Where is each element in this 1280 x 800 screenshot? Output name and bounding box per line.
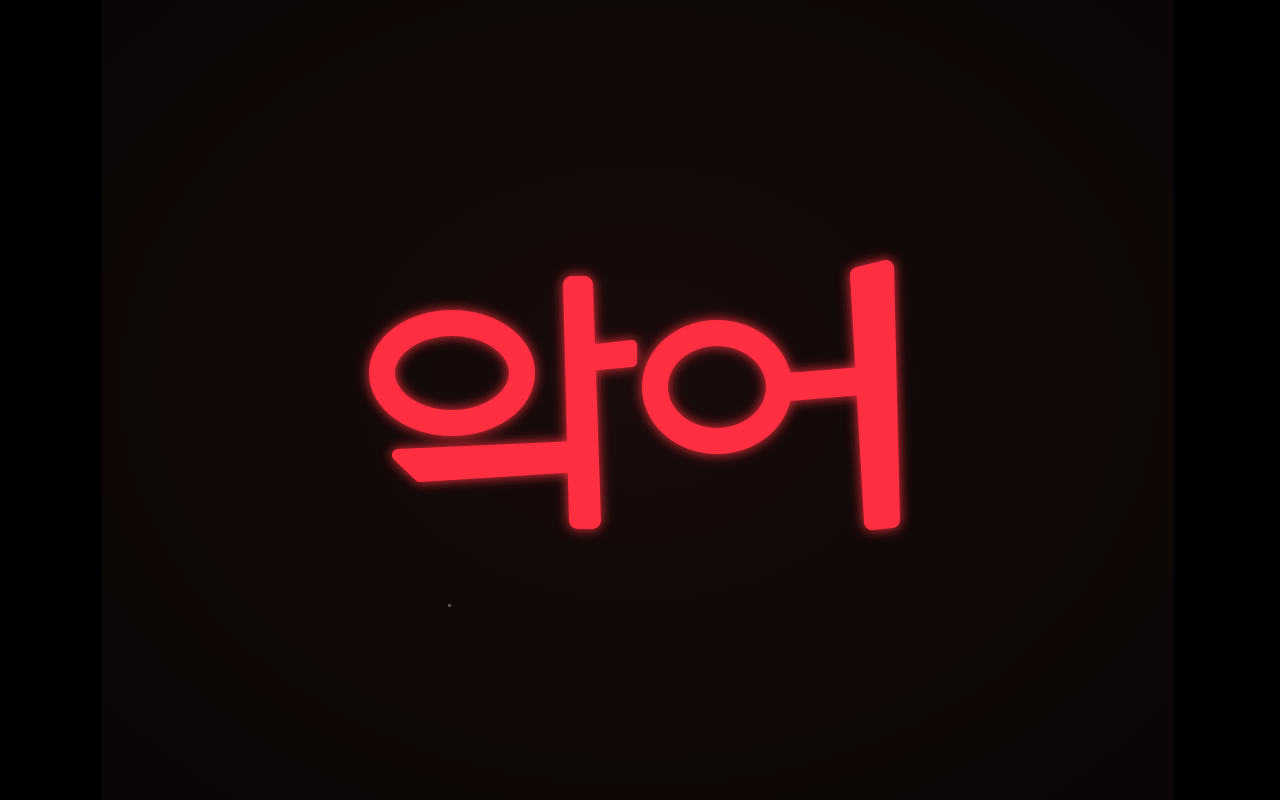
glyph-ak-giyeok bbox=[398, 447, 580, 476]
letterbox-left bbox=[0, 0, 102, 800]
glyph-ak-a-vertical bbox=[572, 285, 592, 520]
glyph-ak-ieung bbox=[382, 323, 522, 423]
glyph-eo-eo-vertical bbox=[858, 268, 892, 522]
title-card-logo bbox=[102, 0, 1174, 800]
glyph-ak-a-tick bbox=[588, 345, 632, 366]
film-speck bbox=[448, 604, 451, 607]
letterbox-right bbox=[1174, 0, 1280, 800]
video-frame[interactable] bbox=[102, 0, 1174, 800]
glyph-eo-ieung bbox=[655, 333, 779, 441]
glyph-eo-eo-tick bbox=[788, 372, 862, 396]
